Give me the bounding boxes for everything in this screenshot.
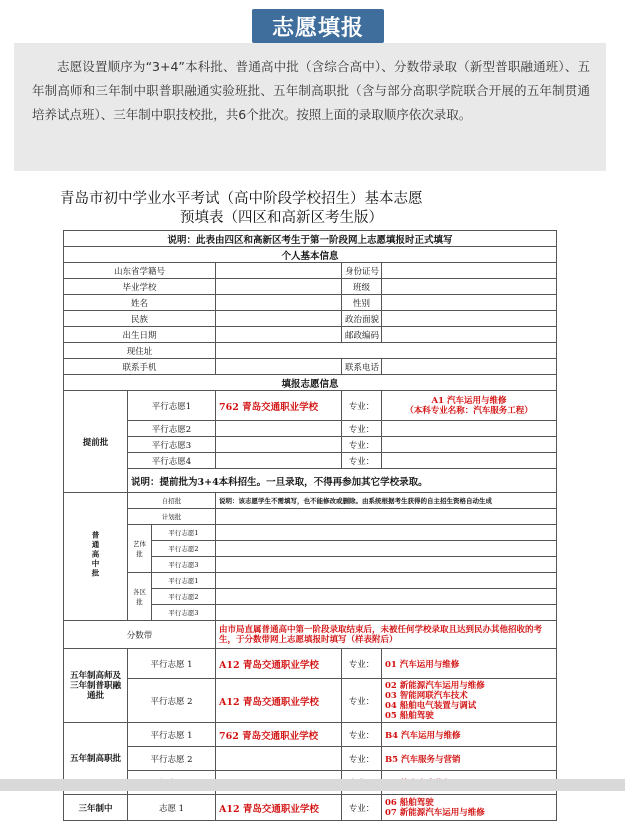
arts-choice1-field[interactable] [216,525,557,541]
phone-label: 联系手机 [64,359,216,375]
id-no-field[interactable] [382,263,557,279]
choice-info-header: 填报志愿信息 [64,375,557,391]
early-major-bachelor: （本科专业名称：汽车服务工程） [405,405,533,416]
form-note: 说明：此表由四区和高新区考生于第一阶段网上志愿填报时正式填写 [64,231,557,247]
early-choice2-major[interactable] [382,421,557,437]
ft-choice2-majors[interactable] [382,679,557,723]
class-field[interactable] [382,279,557,295]
three-major-label: 专业： [342,795,382,821]
five-choice2-major[interactable]: B5 汽车服务与营销 [382,747,557,771]
politics-field[interactable] [382,311,557,327]
five-major1-label: 专业： [342,723,382,747]
volunteer-form-table [63,230,557,821]
ft-choice2-school[interactable]: A12 青岛交通职业学校 [216,679,342,723]
arts-choice2-label: 平行志愿2 [152,541,216,557]
arts-choice2-field[interactable] [216,541,557,557]
arts-choice1-label: 平行志愿1 [152,525,216,541]
early-choice1-school[interactable]: 762 青岛交通职业学校 [216,391,342,421]
early-choice3-school[interactable] [216,437,342,453]
five-choice1-major[interactable]: B4 汽车运用与维修 [382,723,557,747]
score-band-note: 由市局直属普通高中第一阶段录取结束后，未被任何学校录取且达到民办其他招收的考生，于分数带网上志愿填报时填写（样表附后） [216,621,557,649]
ft-major-05: 05 船舶驾驶 [385,710,434,721]
ethnicity-field[interactable] [216,311,342,327]
intro-text: 志愿设置顺序为“3+4”本科批、普通高中批（含综合高中）、分数带录取（新型普职融通班）、五年制高师和三年制中职普职融通实验班批、五年制高职批（含与部分高职学院联合开展的五年制贯通培养试点班）、三年制中职技校批，共6个批次。按照上面的录取顺序依次录取。 [14,43,606,171]
three-choice1-label: 志愿 1 [128,795,216,821]
zone-batch-label: 各区批 [128,573,152,621]
postcode-label: 邮政编码 [342,327,382,343]
ft-major1-label: 专业： [342,649,382,679]
school-field[interactable] [216,279,342,295]
early-batch-note: 说明：提前批为3+4本科招生。一旦录取，不得再参加其它学校录取。 [128,469,557,493]
ethnicity-label: 民族 [64,311,216,327]
three-year-batch-label: 三年制中 [64,795,128,821]
three-choice1-school[interactable]: A12 青岛交通职业学校 [216,795,342,821]
ft-major-04: 04 船舶电气装置与调试 [385,700,477,711]
name-field[interactable] [216,295,342,311]
ft-major2-label: 专业： [342,679,382,723]
early-choice2-school[interactable] [216,421,342,437]
early-major4-label: 专业： [342,453,382,469]
ft-major-03: 03 智能网联汽车技术 [385,690,468,701]
arts-choice3-field[interactable] [216,557,557,573]
early-choice3-label: 平行志愿3 [128,437,216,453]
form-title-line1: 青岛市初中学业水平考试（高中阶段学校招生）基本志愿 [60,191,423,207]
early-major3-label: 专业： [342,437,382,453]
five-choice2-school[interactable] [216,747,342,771]
ft-choice1-label: 平行志愿 1 [128,649,216,679]
early-choice3-major[interactable] [382,437,557,453]
zone-choice2-label: 平行志愿2 [152,589,216,605]
three-major-07: 07 新能源汽车运用与维修 [385,807,485,818]
early-major-label: 专业： [342,391,382,421]
id-no-label: 身份证号 [342,263,382,279]
early-choice4-school[interactable] [216,453,342,469]
zone-choice3-label: 平行志愿3 [152,605,216,621]
early-major2-label: 专业： [342,421,382,437]
form-title [60,190,530,228]
personal-info-header: 个人基本信息 [64,247,557,263]
arts-choice3-label: 平行志愿3 [152,557,216,573]
general-batch-label: 普通高中批 [64,493,128,621]
five-major2-label: 专业： [342,747,382,771]
self-recruit-note: 说明：该志愿学生不需填写，也不能修改或删除。由系统根据考生获得的自主招生资格自动生成 [216,493,557,509]
early-choice1-label: 平行志愿1 [128,391,216,421]
politics-label: 政治面貌 [342,311,382,327]
tel-label: 联系电话 [342,359,382,375]
address-field[interactable] [216,343,557,359]
ft-choice2-label: 平行志愿 2 [128,679,216,723]
ft-choice1-school[interactable]: A12 青岛交通职业学校 [216,649,342,679]
five-year-batch-label: 五年制高职批 [64,723,128,795]
tel-field[interactable] [382,359,557,375]
early-choice2-label: 平行志愿2 [128,421,216,437]
bottom-band [0,779,625,791]
three-major-06: 06 船舶驾驶 [385,797,434,808]
five-choice1-school[interactable]: 762 青岛交通职业学校 [216,723,342,747]
ft-major-02: 02 新能源汽车运用与维修 [385,680,485,691]
early-choice4-label: 平行志愿4 [128,453,216,469]
gender-field[interactable] [382,295,557,311]
zone-choice3-field[interactable] [216,605,557,621]
zone-choice2-field[interactable] [216,589,557,605]
three-choice1-majors[interactable] [382,795,557,821]
plan-batch-label: 计划批 [128,509,216,525]
five-choice1-label: 平行志愿 1 [128,723,216,747]
early-choice4-major[interactable] [382,453,557,469]
ft-choice1-major[interactable]: 01 汽车运用与维修 [382,649,557,679]
gender-label: 性别 [342,295,382,311]
arts-batch-label: 艺体批 [128,525,152,573]
section-badge: 志愿填报 [252,9,384,43]
form-title-line2: 预填表（四区和高新区考生版） [180,210,383,226]
class-label: 班级 [342,279,382,295]
self-recruit-label: 自招批 [128,493,216,509]
school-label: 毕业学校 [64,279,216,295]
early-major-name: A1 汽车运用与维修 [431,395,507,406]
early-choice1-major[interactable] [382,391,557,421]
score-band-label: 分数带 [64,621,216,649]
zone-choice1-field[interactable] [216,573,557,589]
student-id-field[interactable] [216,263,342,279]
birth-field[interactable] [216,327,342,343]
student-id-label: 山东省学籍号 [64,263,216,279]
name-label: 姓名 [64,295,216,311]
address-label: 现住址 [64,343,216,359]
birth-label: 出生日期 [64,327,216,343]
five-choice2-label: 平行志愿 2 [128,747,216,771]
zone-choice1-label: 平行志愿1 [152,573,216,589]
early-batch-label: 提前批 [64,391,128,493]
five-three-batch-label: 五年制高师及三年制普职融通批 [64,649,128,723]
postcode-field[interactable] [382,327,557,343]
phone-field[interactable] [216,359,342,375]
plan-batch-field[interactable] [216,509,557,525]
